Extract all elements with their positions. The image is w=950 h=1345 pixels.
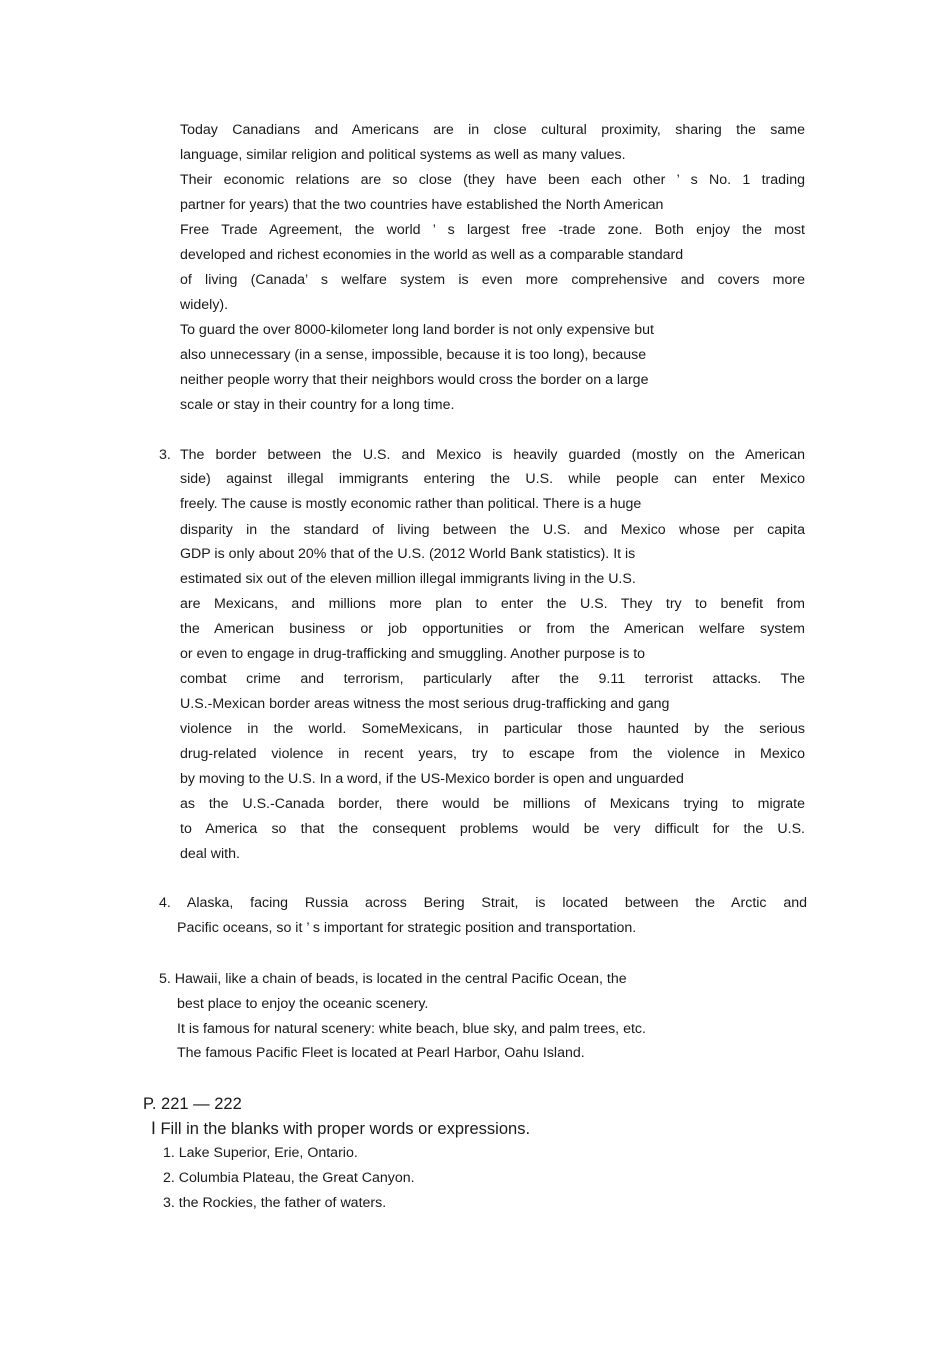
text-line: best place to enjoy the oceanic scenery. <box>177 996 429 1012</box>
text-line: violence in the world. SomeMexicans, in particular those haunted by the serious <box>180 721 805 737</box>
list-item: 1. Lake Superior, Erie, Ontario. <box>163 1145 358 1161</box>
text-line: Today Canadians and Americans are in close cultural proximity, sharing the same <box>180 122 805 138</box>
text-line: The border between the U.S. and Mexico is heavily guarded (mostly on the American <box>180 447 805 463</box>
text-line: are Mexicans, and millions more plan to enter the U.S. They try to benefit from <box>180 596 805 612</box>
text-line: or even to engage in drug-trafficking and smuggling. Another purpose is to <box>180 646 646 662</box>
text-line: estimated six out of the eleven million illegal immigrants living in the U.S. <box>180 571 636 587</box>
exercise-title: Ⅰ Fill in the blanks with proper words or expressions. <box>151 1120 531 1138</box>
text-line: of living (Canada’ s welfare system is even more comprehensive and covers more <box>180 272 805 288</box>
text-line: deal with. <box>180 846 240 862</box>
text-line: neither people worry that their neighbors would cross the border on a large <box>180 372 649 388</box>
text-line: combat crime and terrorism, particularly after the 9.11 terrorist attacks. The <box>180 671 805 687</box>
text-line: side) against illegal immigrants entering the U.S. while people can enter Mexico <box>180 471 805 487</box>
list-item: 3. the Rockies, the father of waters. <box>163 1195 387 1211</box>
text-line: also unnecessary (in a sense, impossible, because it is too long), because <box>180 347 647 363</box>
text-line: U.S.-Mexican border areas witness the most serious drug-trafficking and gang <box>180 696 670 712</box>
text-line: 5. Hawaii, like a chain of beads, is located in the central Pacific Ocean, the <box>159 971 627 987</box>
text-line: the American business or job opportunities or from the American welfare system <box>180 621 805 637</box>
text-line: partner for years) that the two countries have established the North American <box>180 197 664 213</box>
text-line: freely. The cause is mostly economic rather than political. There is a huge <box>180 496 642 512</box>
text-line: developed and richest economies in the world as well as a comparable standard <box>180 247 684 263</box>
text-line: Free Trade Agreement, the world ’ s largest free -trade zone. Both enjoy the most <box>180 222 805 238</box>
text-line: GDP is only about 20% that of the U.S. (2012 World Bank statistics). It is <box>180 546 636 562</box>
item-number: 3. <box>159 447 171 463</box>
text-line: It is famous for natural scenery: white beach, blue sky, and palm trees, etc. <box>177 1021 646 1037</box>
text-line: language, similar religion and political systems as well as many values. <box>180 147 626 163</box>
text-line: to America so that the consequent problems would be very difficult for the U.S. <box>180 821 805 837</box>
list-item: 2. Columbia Plateau, the Great Canyon. <box>163 1170 415 1186</box>
text-line: Pacific oceans, so it ’ s important for strategic position and transportation. <box>177 920 637 936</box>
text-line: disparity in the standard of living between the U.S. and Mexico whose per capita <box>180 522 805 538</box>
text-line: To guard the over 8000-kilometer long land border is not only expensive but <box>180 322 654 338</box>
text-line: as the U.S.-Canada border, there would be millions of Mexicans trying to migrate <box>180 796 805 812</box>
text-line: The famous Pacific Fleet is located at Pearl Harbor, Oahu Island. <box>177 1045 585 1061</box>
text-line: 4. Alaska, facing Russia across Bering Strait, is located between the Arctic and <box>159 895 807 911</box>
text-line: scale or stay in their country for a long time. <box>180 397 455 413</box>
text-line: Their economic relations are so close (they have been each other ’ s No. 1 trading <box>180 172 805 188</box>
text-line: drug-related violence in recent years, try to escape from the violence in Mexico <box>180 746 805 762</box>
text-line: widely). <box>180 297 229 313</box>
page-range-heading: P. 221 — 222 <box>143 1095 242 1113</box>
text-line: by moving to the U.S. In a word, if the US-Mexico border is open and unguarded <box>180 771 684 787</box>
